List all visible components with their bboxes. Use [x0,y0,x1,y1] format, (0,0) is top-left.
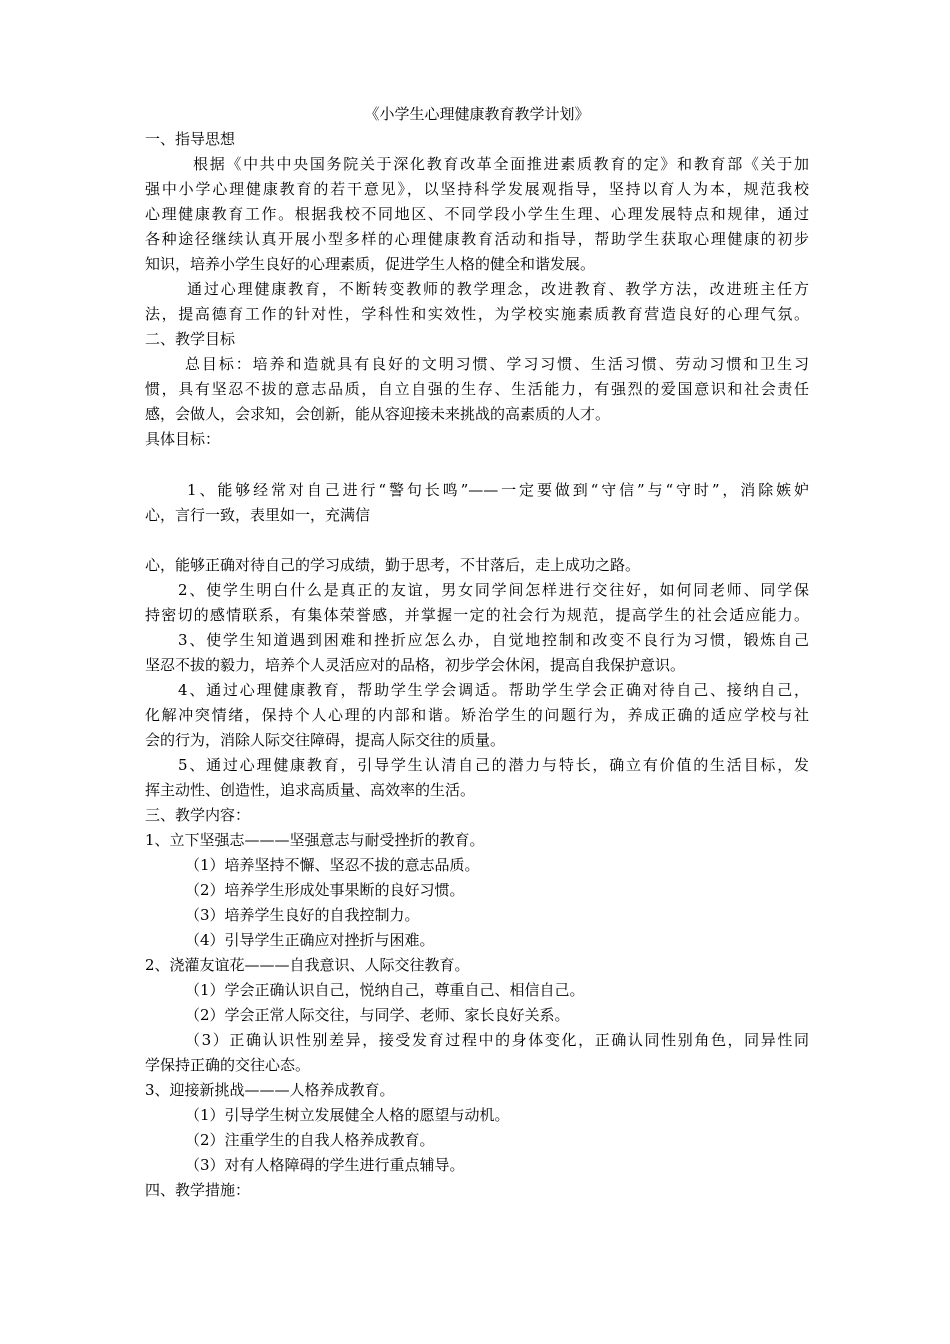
paragraph-line: 感，会做人，会求知，会创新，能从容迎接未来挑战的高素质的人才。 [145,405,611,423]
content-item-1-sub: （3）培养学生良好的自我控制力。 [185,906,420,924]
section-heading-teaching-content: 三、教学内容： [145,806,251,824]
content-item-2-sub: （2）学会正常人际交往，与同学、老师、家长良好关系。 [185,1006,570,1024]
content-item-2-sub: （1）学会正确认识自己，悦纳自己，尊重自己、相信自己。 [185,981,585,999]
content-item-2-sub-continued: 学保持正确的交往心态。 [145,1056,311,1074]
goal-4-line: 4、通过心理健康教育，帮助学生学会调适。帮助学生学会正确对待自己、接纳自己， [178,681,809,699]
paragraph-line: 心理健康教育工作。根据我校不同地区、不同学段小学生生理、心理发展特点和规律，通过 [145,205,809,223]
paragraph-line: 惯，具有坚忍不拔的意志品质，自立自强的生存、生活能力，有强烈的爱国意识和社会责任 [145,380,809,398]
content-item-2-sub: （3）正确认识性别差异，接受发育过程中的身体变化，正确认同性别角色，同异性同 [185,1031,809,1049]
content-item-3-title: 3、迎接新挑战———人格养成教育。 [145,1081,395,1099]
content-item-3-sub: （3）对有人格障碍的学生进行重点辅导。 [185,1156,465,1174]
goal-5-line: 挥主动性、创造性，追求高质量、高效率的生活。 [145,781,476,799]
goal-5-line: 5、通过心理健康教育，引导学生认清自己的潜力与特长，确立有价值的生活目标，发 [178,756,809,774]
content-item-1-title: 1、立下坚强志———坚强意志与耐受挫折的教育。 [145,831,485,849]
section-heading-guiding-thought: 一、指导思想 [145,130,236,148]
goal-1-line: 1、能够经常对自己进行“警句长鸣”——一定要做到“守信”与“守时”，消除嫉妒 [187,481,809,499]
goal-1-continued: 心，能够正确对待自己的学习成绩，勤于思考，不甘落后，走上成功之路。 [145,556,641,574]
paragraph-line: 强中小学心理健康教育的若干意见》，以坚持科学发展观指导，坚持以育人为本，规范我校 [145,180,809,198]
paragraph-line: 根据《中共中央国务院关于深化教育改革全面推进素质教育的定》和教育部《关于加 [193,155,809,173]
content-item-3-sub: （1）引导学生树立发展健全人格的愿望与动机。 [185,1106,510,1124]
goal-1-line: 心，言行一致，表里如一，充满信 [145,506,371,524]
section-heading-teaching-goals: 二、教学目标 [145,330,236,348]
content-item-2-title: 2、浇灌友谊花———自我意识、人际交往教育。 [145,956,470,974]
goal-4-line: 化解冲突情绪，保持个人心理的内部和谐。矫治学生的问题行为，养成正确的适应学校与社 [145,706,809,724]
paragraph-line: 通过心理健康教育，不断转变教师的教学理念，改进教育、教学方法，改进班主任方 [187,280,809,298]
content-item-1-sub: （1）培养坚持不懈、坚忍不拔的意志品质。 [185,856,480,874]
section-heading-teaching-measures: 四、教学措施： [145,1181,251,1199]
paragraph-line: 法，提高德育工作的针对性，学科性和实效性，为学校实施素质教育营造良好的心理气氛。 [145,305,809,323]
goal-2-line: 2、使学生明白什么是真正的友谊，男女同学间怎样进行交往好，如何同老师、同学保 [178,581,809,599]
paragraph-line: 总目标：培养和造就具有良好的文明习惯、学习习惯、生活习惯、劳动习惯和卫生习 [185,355,809,373]
paragraph-line: 知识，培养小学生良好的心理素质，促进学生人格的健全和谐发展。 [145,255,596,273]
paragraph-line: 各种途径继续认真开展小型多样的心理健康教育活动和指导，帮助学生获取心理健康的初步 [145,230,809,248]
specific-goals-label: 具体目标： [145,430,221,448]
content-item-1-sub: （4）引导学生正确应对挫折与困难。 [185,931,435,949]
goal-4-line: 会的行为，消除人际交往障碍，提高人际交往的质量。 [145,731,506,749]
goal-2-line: 持密切的感情联系，有集体荣誉感，并掌握一定的社会行为规范，提高学生的社会适应能力。 [145,606,809,624]
content-item-1-sub: （2）培养学生形成处事果断的良好习惯。 [185,881,465,899]
goal-3-line: 3、使学生知道遇到困难和挫折应怎么办，自觉地控制和改变不良行为习惯，锻炼自己 [178,631,809,649]
content-item-3-sub: （2）注重学生的自我人格养成教育。 [185,1131,435,1149]
goal-3-line: 坚忍不拔的毅力，培养个人灵活应对的品格，初步学会休闲，提高自我保护意识。 [145,656,686,674]
document-title: 《小学生心理健康教育教学计划》 [364,105,590,123]
